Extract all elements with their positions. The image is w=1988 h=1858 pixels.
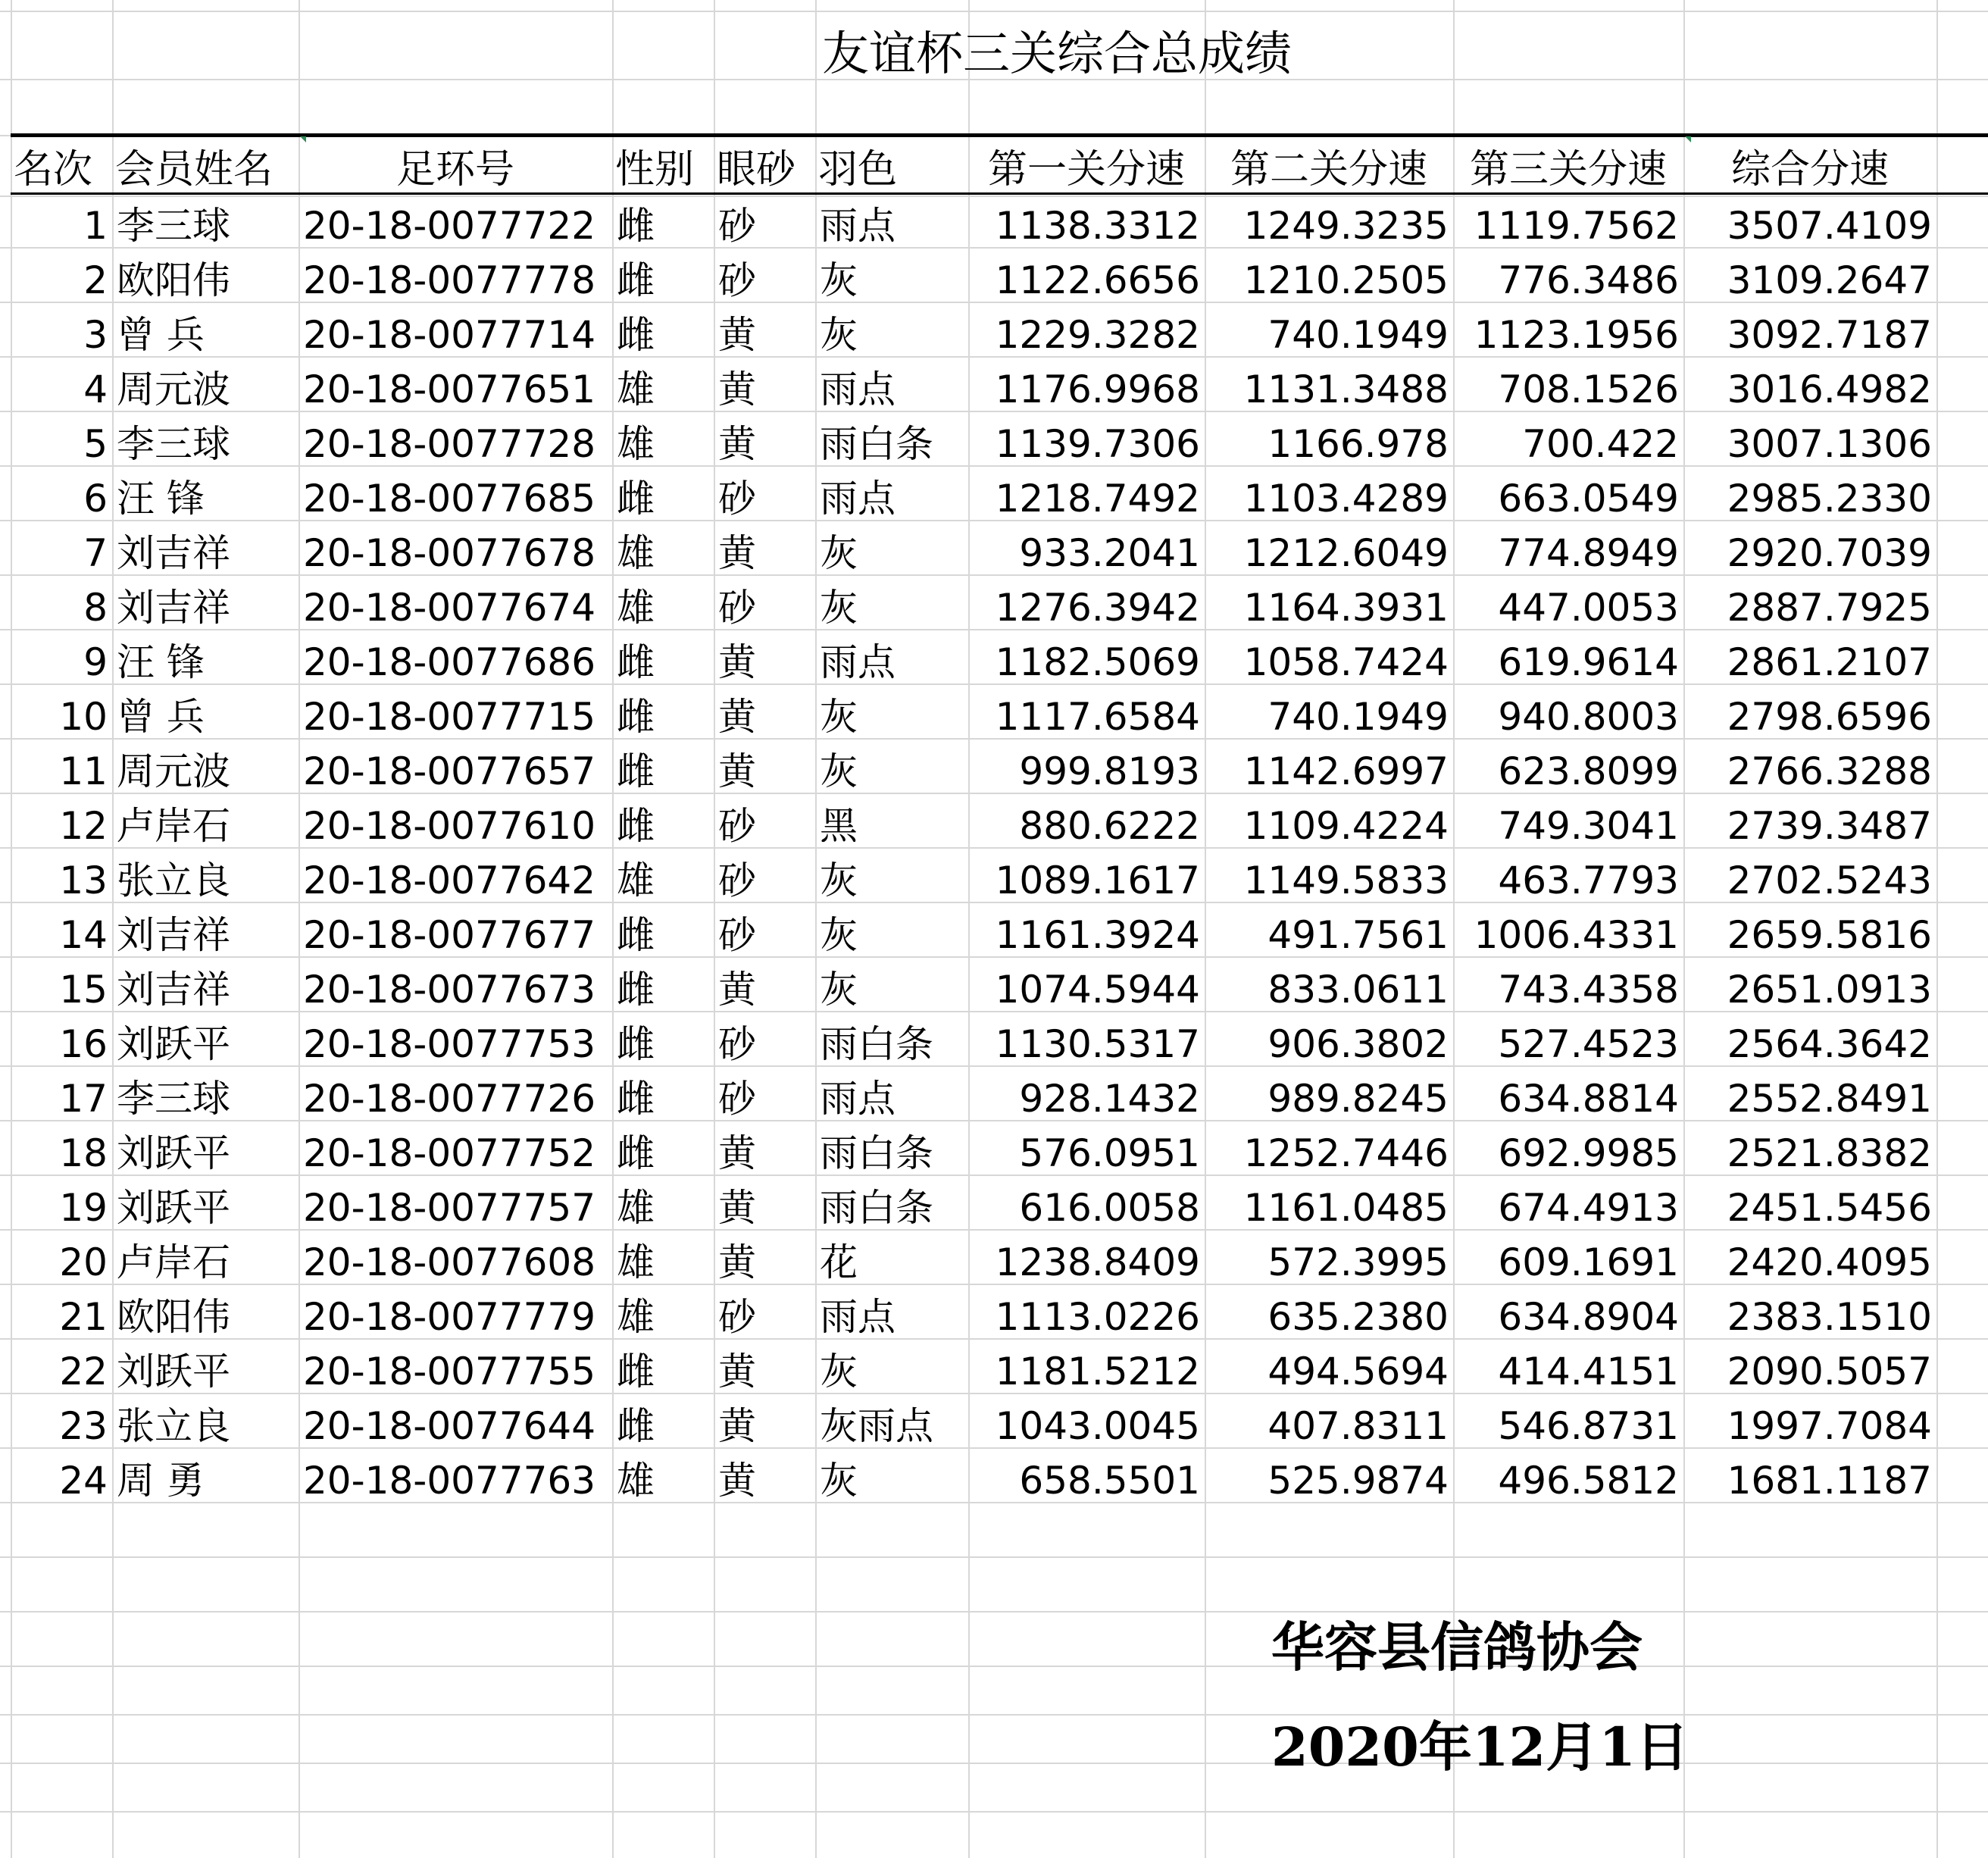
- total-speed-cell[interactable]: 2702.5243: [1727, 859, 1932, 902]
- total-speed-cell[interactable]: 3507.4109: [1727, 204, 1932, 248]
- member-name-cell[interactable]: 刘吉祥: [117, 913, 230, 957]
- feather-color-cell[interactable]: 雨点: [820, 368, 896, 411]
- ring-number-cell[interactable]: 20-18-0077674: [303, 586, 596, 630]
- sex-cell[interactable]: 雌: [617, 968, 655, 1012]
- total-speed-cell[interactable]: 2552.8491: [1727, 1077, 1932, 1121]
- ring-number-cell[interactable]: 20-18-0077779: [303, 1295, 596, 1339]
- stage1-speed-cell[interactable]: 999.8193: [1019, 749, 1200, 793]
- ring-number-cell[interactable]: 20-18-0077715: [303, 695, 596, 739]
- ring-number-cell[interactable]: 20-18-0077752: [303, 1131, 596, 1175]
- grid-vline: [1683, 0, 1685, 1858]
- ring-number-cell[interactable]: 20-18-0077714: [303, 313, 596, 357]
- total-speed-cell[interactable]: 3016.4982: [1727, 368, 1932, 411]
- feather-color-cell[interactable]: 黑: [820, 804, 858, 848]
- stage1-speed-cell[interactable]: 1238.8409: [995, 1240, 1200, 1284]
- eye-cell[interactable]: 黄: [718, 749, 756, 793]
- sex-cell[interactable]: 雄: [617, 1459, 655, 1503]
- total-speed-cell[interactable]: 2420.4095: [1727, 1240, 1932, 1284]
- stage1-speed-cell[interactable]: 1182.5069: [995, 640, 1200, 684]
- stage3-speed-cell[interactable]: 708.1526: [1498, 368, 1679, 411]
- feather-color-cell[interactable]: 灰: [820, 313, 858, 357]
- sex-cell[interactable]: 雌: [617, 640, 655, 684]
- stage2-speed-cell[interactable]: 1212.6049: [1243, 531, 1449, 575]
- sheet-title: 友谊杯三关综合总成绩: [821, 26, 1292, 81]
- stage2-speed-cell[interactable]: 1109.4224: [1243, 804, 1449, 848]
- stage3-speed-cell[interactable]: 634.8814: [1498, 1077, 1679, 1121]
- member-name-cell[interactable]: 汪 锋: [117, 477, 205, 521]
- stage2-speed-cell[interactable]: 525.9874: [1268, 1459, 1449, 1503]
- stage3-speed-cell[interactable]: 463.7793: [1498, 859, 1679, 902]
- stage3-speed-cell[interactable]: 496.5812: [1498, 1459, 1679, 1503]
- total-speed-cell[interactable]: 1997.7084: [1727, 1404, 1932, 1448]
- member-name-cell[interactable]: 刘吉祥: [117, 968, 230, 1012]
- eye-cell[interactable]: 砂: [718, 586, 756, 630]
- eye-cell[interactable]: 黄: [718, 1131, 756, 1175]
- feather-color-cell[interactable]: 灰: [820, 913, 858, 957]
- rank-cell[interactable]: 9: [83, 640, 108, 684]
- sex-cell[interactable]: 雄: [617, 1186, 655, 1230]
- sex-cell[interactable]: 雄: [617, 1240, 655, 1284]
- stage3-speed-cell[interactable]: 749.3041: [1498, 804, 1679, 848]
- eye-cell[interactable]: 黄: [718, 1186, 756, 1230]
- eye-cell[interactable]: 砂: [718, 859, 756, 902]
- col-stage1-speed[interactable]: 第一关分速: [987, 147, 1185, 192]
- eye-cell[interactable]: 砂: [718, 1022, 756, 1066]
- feather-color-cell[interactable]: 灰: [820, 1350, 858, 1394]
- total-speed-cell[interactable]: 2090.5057: [1727, 1350, 1932, 1394]
- member-name-cell[interactable]: 刘吉祥: [117, 531, 230, 575]
- rank-cell[interactable]: 5: [83, 422, 108, 466]
- ring-number-cell[interactable]: 20-18-0077608: [303, 1240, 596, 1284]
- member-name-cell[interactable]: 周元波: [117, 749, 230, 793]
- rank-cell[interactable]: 10: [59, 695, 108, 739]
- sex-cell[interactable]: 雌: [617, 804, 655, 848]
- eye-cell[interactable]: 黄: [718, 695, 756, 739]
- total-speed-cell[interactable]: 3092.7187: [1727, 313, 1932, 357]
- rank-cell[interactable]: 21: [59, 1295, 108, 1339]
- stage3-speed-cell[interactable]: 743.4358: [1498, 968, 1679, 1012]
- stage1-speed-cell[interactable]: 880.6222: [1019, 804, 1200, 848]
- member-name-cell[interactable]: 李三球: [117, 1077, 230, 1121]
- stage3-speed-cell[interactable]: 663.0549: [1498, 477, 1679, 521]
- ring-number-cell[interactable]: 20-18-0077642: [303, 859, 596, 902]
- sex-cell[interactable]: 雌: [617, 313, 655, 357]
- feather-color-cell[interactable]: 雨点: [820, 640, 896, 684]
- sex-cell[interactable]: 雄: [617, 1295, 655, 1339]
- sex-cell[interactable]: 雌: [617, 695, 655, 739]
- rank-cell[interactable]: 20: [59, 1240, 108, 1284]
- feather-color-cell[interactable]: 雨点: [820, 477, 896, 521]
- stage1-speed-cell[interactable]: 658.5501: [1019, 1459, 1200, 1503]
- sex-cell[interactable]: 雌: [617, 1404, 655, 1448]
- stage2-speed-cell[interactable]: 1161.0485: [1243, 1186, 1449, 1230]
- stage2-speed-cell[interactable]: 1252.7446: [1243, 1131, 1449, 1175]
- sex-cell[interactable]: 雌: [617, 1077, 655, 1121]
- total-speed-cell[interactable]: 2766.3288: [1727, 749, 1932, 793]
- sex-cell[interactable]: 雌: [617, 749, 655, 793]
- stage2-speed-cell[interactable]: 635.2380: [1268, 1295, 1449, 1339]
- stage1-speed-cell[interactable]: 1161.3924: [995, 913, 1200, 957]
- col-ring-number[interactable]: 足环号: [395, 147, 514, 192]
- feather-color-cell[interactable]: 雨点: [820, 1077, 896, 1121]
- member-name-cell[interactable]: 卢岸石: [117, 1240, 230, 1284]
- member-name-cell[interactable]: 汪 锋: [117, 640, 205, 684]
- feather-color-cell[interactable]: 灰雨点: [820, 1404, 933, 1448]
- eye-cell[interactable]: 砂: [718, 804, 756, 848]
- stage2-speed-cell[interactable]: 1164.3931: [1243, 586, 1449, 630]
- ring-number-cell[interactable]: 20-18-0077686: [303, 640, 596, 684]
- stage1-speed-cell[interactable]: 1276.3942: [995, 586, 1200, 630]
- sex-cell[interactable]: 雌: [617, 258, 655, 302]
- grid-vline: [612, 0, 614, 1858]
- stage2-speed-cell[interactable]: 906.3802: [1268, 1022, 1449, 1066]
- stage1-speed-cell[interactable]: 1138.3312: [995, 204, 1200, 248]
- feather-color-cell[interactable]: 雨白条: [820, 1186, 933, 1230]
- stage1-speed-cell[interactable]: 576.0951: [1019, 1131, 1200, 1175]
- sex-cell[interactable]: 雌: [617, 204, 655, 248]
- stage3-speed-cell[interactable]: 634.8904: [1498, 1295, 1679, 1339]
- eye-cell[interactable]: 砂: [718, 913, 756, 957]
- eye-cell[interactable]: 黄: [718, 1404, 756, 1448]
- sex-cell[interactable]: 雌: [617, 1131, 655, 1175]
- stage3-speed-cell[interactable]: 776.3486: [1498, 258, 1679, 302]
- feather-color-cell[interactable]: 花: [820, 1240, 858, 1284]
- rank-cell[interactable]: 6: [83, 477, 108, 521]
- sex-cell[interactable]: 雄: [617, 368, 655, 411]
- total-speed-cell[interactable]: 2985.2330: [1727, 477, 1932, 521]
- stage1-speed-cell[interactable]: 1181.5212: [995, 1350, 1200, 1394]
- ring-number-cell[interactable]: 20-18-0077610: [303, 804, 596, 848]
- footer-date: 2020年12月1日: [1271, 1716, 1689, 1778]
- eye-cell[interactable]: 黄: [718, 368, 756, 411]
- ring-number-cell[interactable]: 20-18-0077778: [303, 258, 596, 302]
- rank-cell[interactable]: 15: [59, 968, 108, 1012]
- total-speed-cell[interactable]: 2521.8382: [1727, 1131, 1932, 1175]
- ring-number-cell[interactable]: 20-18-0077644: [303, 1404, 596, 1448]
- member-name-cell[interactable]: 欧阳伟: [117, 1295, 230, 1339]
- total-speed-cell[interactable]: 2564.3642: [1727, 1022, 1932, 1066]
- total-speed-cell[interactable]: 2659.5816: [1727, 913, 1932, 957]
- stage1-speed-cell[interactable]: 1074.5944: [995, 968, 1200, 1012]
- ring-number-cell[interactable]: 20-18-0077722: [303, 204, 596, 248]
- stage3-speed-cell[interactable]: 1123.1956: [1474, 313, 1679, 357]
- stage3-speed-cell[interactable]: 940.8003: [1498, 695, 1679, 739]
- stage2-speed-cell[interactable]: 572.3995: [1268, 1240, 1449, 1284]
- eye-cell[interactable]: 黄: [718, 968, 756, 1012]
- stage3-speed-cell[interactable]: 527.4523: [1498, 1022, 1679, 1066]
- feather-color-cell[interactable]: 灰: [820, 258, 858, 302]
- col-feather-color[interactable]: 羽色: [818, 147, 898, 192]
- rank-cell[interactable]: 4: [83, 368, 108, 411]
- eye-cell[interactable]: 黄: [718, 640, 756, 684]
- member-name-cell[interactable]: 张立良: [117, 859, 230, 902]
- rank-cell[interactable]: 17: [59, 1077, 108, 1121]
- sex-cell[interactable]: 雄: [617, 859, 655, 902]
- ring-number-cell[interactable]: 20-18-0077757: [303, 1186, 596, 1230]
- grid-vline: [1936, 0, 1938, 1858]
- stage2-speed-cell[interactable]: 407.8311: [1268, 1404, 1449, 1448]
- rank-cell[interactable]: 1: [83, 204, 108, 248]
- rank-cell[interactable]: 16: [59, 1022, 108, 1066]
- eye-cell[interactable]: 砂: [718, 1295, 756, 1339]
- rank-cell[interactable]: 12: [59, 804, 108, 848]
- stage2-speed-cell[interactable]: 989.8245: [1268, 1077, 1449, 1121]
- stage3-speed-cell[interactable]: 623.8099: [1498, 749, 1679, 793]
- stage2-speed-cell[interactable]: 1058.7424: [1243, 640, 1449, 684]
- feather-color-cell[interactable]: 灰: [820, 749, 858, 793]
- ring-number-cell[interactable]: 20-18-0077726: [303, 1077, 596, 1121]
- feather-color-cell[interactable]: 雨点: [820, 204, 896, 248]
- stage3-speed-cell[interactable]: 674.4913: [1498, 1186, 1679, 1230]
- stage3-speed-cell[interactable]: 447.0053: [1498, 586, 1679, 630]
- stage3-speed-cell[interactable]: 609.1691: [1498, 1240, 1679, 1284]
- stage3-speed-cell[interactable]: 700.422: [1522, 422, 1679, 466]
- stage3-speed-cell[interactable]: 546.8731: [1498, 1404, 1679, 1448]
- rank-cell[interactable]: 14: [59, 913, 108, 957]
- col-rank[interactable]: 名次: [14, 147, 93, 192]
- stage2-speed-cell[interactable]: 1103.4289: [1243, 477, 1449, 521]
- sex-cell[interactable]: 雄: [617, 422, 655, 466]
- member-name-cell[interactable]: 刘跃平: [117, 1350, 230, 1394]
- sex-cell[interactable]: 雌: [617, 1022, 655, 1066]
- sex-cell[interactable]: 雄: [617, 531, 655, 575]
- stage1-speed-cell[interactable]: 1139.7306: [995, 422, 1200, 466]
- ring-number-cell[interactable]: 20-18-0077728: [303, 422, 596, 466]
- stage2-speed-cell[interactable]: 740.1949: [1268, 695, 1449, 739]
- eye-cell[interactable]: 黄: [718, 1350, 756, 1394]
- col-stage3-speed[interactable]: 第三关分速: [1469, 147, 1667, 192]
- rank-cell[interactable]: 13: [59, 859, 108, 902]
- footer-organization: 华容县信鸽协会: [1271, 1616, 1643, 1678]
- eye-cell[interactable]: 黄: [718, 1459, 756, 1503]
- member-name-cell[interactable]: 李三球: [117, 422, 230, 466]
- rank-cell[interactable]: 3: [83, 313, 108, 357]
- total-speed-cell[interactable]: 1681.1187: [1727, 1459, 1932, 1503]
- member-name-cell[interactable]: 周元波: [117, 368, 230, 411]
- grid-vline: [815, 0, 817, 1858]
- sex-cell[interactable]: 雌: [617, 913, 655, 957]
- eye-cell[interactable]: 黄: [718, 1240, 756, 1284]
- rank-cell[interactable]: 8: [83, 586, 108, 630]
- col-member-name[interactable]: 会员姓名: [115, 147, 274, 192]
- member-name-cell[interactable]: 刘吉祥: [117, 586, 230, 630]
- total-speed-cell[interactable]: 3007.1306: [1727, 422, 1932, 466]
- member-name-cell[interactable]: 李三球: [117, 204, 230, 248]
- eye-cell[interactable]: 砂: [718, 204, 756, 248]
- member-name-cell[interactable]: 周 勇: [117, 1459, 205, 1503]
- stage2-speed-cell[interactable]: 740.1949: [1268, 313, 1449, 357]
- stage1-speed-cell[interactable]: 933.2041: [1019, 531, 1200, 575]
- grid-hline: [0, 1763, 1988, 1764]
- rank-cell[interactable]: 24: [59, 1459, 108, 1503]
- stage1-speed-cell[interactable]: 1117.6584: [995, 695, 1200, 739]
- stage3-speed-cell[interactable]: 692.9985: [1498, 1131, 1679, 1175]
- feather-color-cell[interactable]: 雨点: [820, 1295, 896, 1339]
- rank-cell[interactable]: 18: [59, 1131, 108, 1175]
- cell-comment-marker: [300, 136, 306, 142]
- total-speed-cell[interactable]: 2739.3487: [1727, 804, 1932, 848]
- col-total-speed[interactable]: 综合分速: [1730, 147, 1889, 192]
- feather-color-cell[interactable]: 灰: [820, 859, 858, 902]
- stage1-speed-cell[interactable]: 1176.9968: [995, 368, 1200, 411]
- stage2-speed-cell[interactable]: 1142.6997: [1243, 749, 1449, 793]
- feather-color-cell[interactable]: 灰: [820, 1459, 858, 1503]
- ring-number-cell[interactable]: 20-18-0077755: [303, 1350, 596, 1394]
- col-sex[interactable]: 性别: [615, 147, 695, 192]
- member-name-cell[interactable]: 刘跃平: [117, 1022, 230, 1066]
- sex-cell[interactable]: 雌: [617, 477, 655, 521]
- member-name-cell[interactable]: 刘跃平: [117, 1186, 230, 1230]
- member-name-cell[interactable]: 欧阳伟: [117, 258, 230, 302]
- eye-cell[interactable]: 黄: [718, 313, 756, 357]
- grid-hline: [0, 1714, 1988, 1716]
- grid-vline: [714, 0, 715, 1858]
- stage2-speed-cell[interactable]: 1131.3488: [1243, 368, 1449, 411]
- total-speed-cell[interactable]: 2920.7039: [1727, 531, 1932, 575]
- grid-hline: [0, 1611, 1988, 1612]
- ring-number-cell[interactable]: 20-18-0077651: [303, 368, 596, 411]
- eye-cell[interactable]: 黄: [718, 422, 756, 466]
- feather-color-cell[interactable]: 雨白条: [820, 1131, 933, 1175]
- sex-cell[interactable]: 雄: [617, 586, 655, 630]
- grid-vline: [1453, 0, 1455, 1858]
- grid-hline: [0, 1556, 1988, 1558]
- stage2-speed-cell[interactable]: 1166.978: [1268, 422, 1449, 466]
- total-speed-cell[interactable]: 2887.7925: [1727, 586, 1932, 630]
- feather-color-cell[interactable]: 雨白条: [820, 422, 933, 466]
- feather-color-cell[interactable]: 灰: [820, 695, 858, 739]
- stage3-speed-cell[interactable]: 1006.4331: [1474, 913, 1679, 957]
- feather-color-cell[interactable]: 灰: [820, 586, 858, 630]
- stage3-speed-cell[interactable]: 619.9614: [1498, 640, 1679, 684]
- member-name-cell[interactable]: 刘跃平: [117, 1131, 230, 1175]
- stage2-speed-cell[interactable]: 491.7561: [1268, 913, 1449, 957]
- grid-vline: [1205, 0, 1206, 1858]
- rank-cell[interactable]: 2: [83, 258, 108, 302]
- total-speed-cell[interactable]: 2383.1510: [1727, 1295, 1932, 1339]
- ring-number-cell[interactable]: 20-18-0077753: [303, 1022, 596, 1066]
- total-speed-cell[interactable]: 2651.0913: [1727, 968, 1932, 1012]
- grid-vline: [112, 0, 114, 1858]
- rank-cell[interactable]: 22: [59, 1350, 108, 1394]
- member-name-cell[interactable]: 卢岸石: [117, 804, 230, 848]
- col-stage2-speed[interactable]: 第二关分速: [1230, 147, 1427, 192]
- stage2-speed-cell[interactable]: 1249.3235: [1243, 204, 1449, 248]
- sex-cell[interactable]: 雌: [617, 1350, 655, 1394]
- grid-hline: [0, 1666, 1988, 1667]
- eye-cell[interactable]: 黄: [718, 531, 756, 575]
- stage1-speed-cell[interactable]: 928.1432: [1019, 1077, 1200, 1121]
- member-name-cell[interactable]: 张立良: [117, 1404, 230, 1448]
- ring-number-cell[interactable]: 20-18-0077677: [303, 913, 596, 957]
- eye-cell[interactable]: 砂: [718, 477, 756, 521]
- rank-cell[interactable]: 7: [83, 531, 108, 575]
- rank-cell[interactable]: 11: [59, 749, 108, 793]
- rank-cell[interactable]: 23: [59, 1404, 108, 1448]
- rank-cell[interactable]: 19: [59, 1186, 108, 1230]
- stage1-speed-cell[interactable]: 1130.5317: [995, 1022, 1200, 1066]
- ring-number-cell[interactable]: 20-18-0077763: [303, 1459, 596, 1503]
- feather-color-cell[interactable]: 灰: [820, 531, 858, 575]
- stage1-speed-cell[interactable]: 1113.0226: [995, 1295, 1200, 1339]
- grid-vline: [968, 0, 970, 1858]
- member-name-cell[interactable]: 曾 兵: [117, 313, 205, 357]
- stage3-speed-cell[interactable]: 1119.7562: [1474, 204, 1679, 248]
- stage2-speed-cell[interactable]: 494.5694: [1268, 1350, 1449, 1394]
- stage2-speed-cell[interactable]: 833.0611: [1268, 968, 1449, 1012]
- total-speed-cell[interactable]: 3109.2647: [1727, 258, 1932, 302]
- member-name-cell[interactable]: 曾 兵: [117, 695, 205, 739]
- ring-number-cell[interactable]: 20-18-0077673: [303, 968, 596, 1012]
- grid-vline: [11, 0, 12, 1858]
- ring-number-cell[interactable]: 20-18-0077657: [303, 749, 596, 793]
- total-speed-cell[interactable]: 2798.6596: [1727, 695, 1932, 739]
- ring-number-cell[interactable]: 20-18-0077685: [303, 477, 596, 521]
- ring-number-cell[interactable]: 20-18-0077678: [303, 531, 596, 575]
- eye-cell[interactable]: 砂: [718, 1077, 756, 1121]
- stage1-speed-cell[interactable]: 1089.1617: [995, 859, 1200, 902]
- feather-color-cell[interactable]: 灰: [820, 968, 858, 1012]
- stage2-speed-cell[interactable]: 1210.2505: [1243, 258, 1449, 302]
- total-speed-cell[interactable]: 2451.5456: [1727, 1186, 1932, 1230]
- stage3-speed-cell[interactable]: 414.4151: [1498, 1350, 1679, 1394]
- grid-hline: [0, 1811, 1988, 1813]
- grid-vline: [299, 0, 300, 1858]
- header-border: [11, 133, 1988, 137]
- grid-hline: [0, 11, 1988, 12]
- stage1-speed-cell[interactable]: 1122.6656: [995, 258, 1200, 302]
- stage2-speed-cell[interactable]: 1149.5833: [1243, 859, 1449, 902]
- total-speed-cell[interactable]: 2861.2107: [1727, 640, 1932, 684]
- stage1-speed-cell[interactable]: 1218.7492: [995, 477, 1200, 521]
- stage3-speed-cell[interactable]: 774.8949: [1498, 531, 1679, 575]
- col-eye[interactable]: 眼砂: [717, 147, 796, 192]
- stage1-speed-cell[interactable]: 1043.0045: [995, 1404, 1200, 1448]
- cell-comment-marker: [1685, 136, 1691, 142]
- eye-cell[interactable]: 砂: [718, 258, 756, 302]
- feather-color-cell[interactable]: 雨白条: [820, 1022, 933, 1066]
- stage1-speed-cell[interactable]: 616.0058: [1019, 1186, 1200, 1230]
- stage1-speed-cell[interactable]: 1229.3282: [995, 313, 1200, 357]
